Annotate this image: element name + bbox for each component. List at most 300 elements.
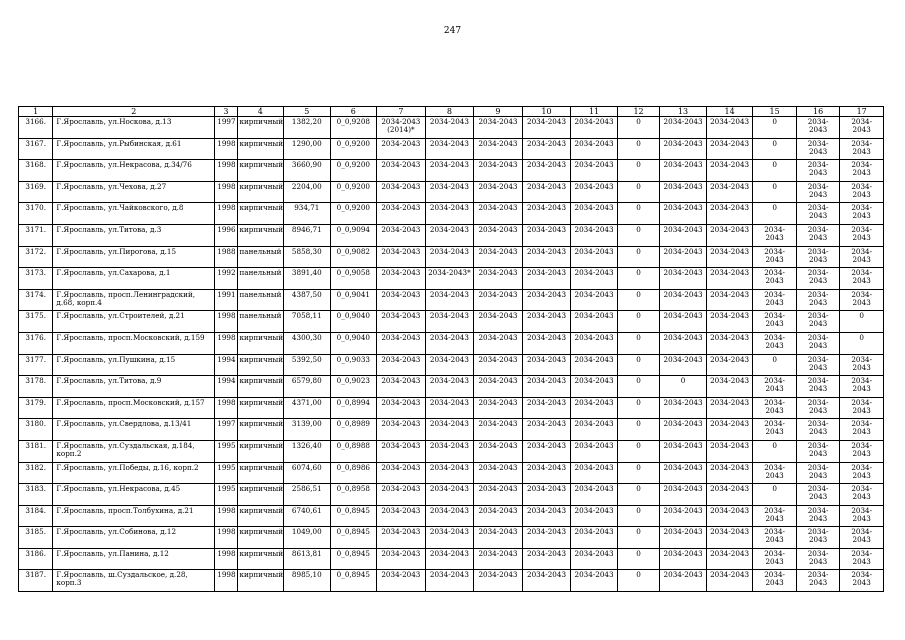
- table-cell: 2034-2043: [840, 484, 884, 506]
- table-cell: 2034-2043: [474, 484, 523, 506]
- table-cell: 2034-2043: [660, 354, 707, 376]
- table-row: [19, 376, 884, 398]
- table-cell: 1995: [215, 440, 237, 462]
- table-cell: кирпичный: [237, 419, 284, 441]
- table-row: [19, 419, 884, 441]
- table-cell: 2034-2043: [425, 440, 474, 462]
- table-cell: 2034-2043: [377, 332, 426, 354]
- table-cell: 0: [617, 440, 659, 462]
- table-cell: 8985,10: [284, 570, 331, 592]
- table-cell: 2034-2043: [522, 505, 571, 527]
- row-number-cell: 3187.: [19, 570, 53, 592]
- table-cell: 0_0,8945: [330, 505, 377, 527]
- table-cell: 2034-2043: [522, 311, 571, 333]
- table-cell: 2034-2043: [474, 376, 523, 398]
- table-cell: 7058,11: [284, 311, 331, 333]
- column-header: 4: [237, 107, 284, 117]
- table-cell: 1995: [215, 484, 237, 506]
- table-cell: 2034-2043: [377, 548, 426, 570]
- table-cell: кирпичный: [237, 505, 284, 527]
- table-cell: 2034-2043: [474, 268, 523, 290]
- table-cell: 2034-2043: [571, 332, 618, 354]
- table-cell: 2034-2043: [474, 505, 523, 527]
- table-cell: 2034-2043: [753, 548, 797, 570]
- table-cell: 0: [617, 289, 659, 311]
- table-cell: 2034-2043: [706, 419, 753, 441]
- address-cell: Г.Ярославль, ул.Сахарова, д.1: [53, 268, 215, 290]
- table-cell: 2034-2043: [706, 311, 753, 333]
- table-cell: 2034-2043: [425, 354, 474, 376]
- table-cell: кирпичный: [237, 203, 284, 225]
- table-cell: 2034-2043: [840, 440, 884, 462]
- table-cell: 2034-2043: [753, 311, 797, 333]
- table-cell: 0_0,9033: [330, 354, 377, 376]
- table-cell: 2034-2043: [840, 354, 884, 376]
- address-cell: Г.Ярославль, просп.Толбухина, д.21: [53, 505, 215, 527]
- table-cell: 2034-2043: [796, 505, 840, 527]
- column-header: 15: [753, 107, 797, 117]
- table-cell: 2034-2043: [660, 332, 707, 354]
- table-cell: 2034-2043: [796, 224, 840, 246]
- table-cell: 2034-2043: [840, 268, 884, 290]
- table-cell: 2034-2043: [377, 527, 426, 549]
- table-cell: 2034-2043: [753, 224, 797, 246]
- table-cell: 2034-2043: [840, 138, 884, 160]
- table-cell: 2034-2043: [753, 289, 797, 311]
- table-cell: 2034-2043: [660, 311, 707, 333]
- table-cell: 2034-2043: [840, 376, 884, 398]
- row-number-cell: 3179.: [19, 397, 53, 419]
- table-cell: кирпичный: [237, 181, 284, 203]
- table-cell: 2034-2043: [474, 440, 523, 462]
- table-cell: 2034-2043: [571, 397, 618, 419]
- table-cell: кирпичный: [237, 484, 284, 506]
- table-cell: 2034-2043: [706, 138, 753, 160]
- table-cell: 1998: [215, 181, 237, 203]
- table-cell: 0: [753, 160, 797, 182]
- table-cell: 2034-2043: [796, 419, 840, 441]
- table-cell: 0: [617, 462, 659, 484]
- address-cell: Г.Ярославль, ул.Свердлова, д.13/41: [53, 419, 215, 441]
- table-cell: 2034-2043: [660, 484, 707, 506]
- table-cell: 2034-2043: [377, 419, 426, 441]
- table-row: [19, 570, 884, 592]
- table-cell: кирпичный: [237, 138, 284, 160]
- table-cell: 2034-2043: [474, 548, 523, 570]
- table-cell: 0_0,9200: [330, 181, 377, 203]
- table-cell: 2034-2043: [522, 376, 571, 398]
- table-cell: 0_0,9041: [330, 289, 377, 311]
- table-cell: 2034-2043: [706, 268, 753, 290]
- table-cell: 0: [753, 138, 797, 160]
- table-cell: 0_0,9058: [330, 268, 377, 290]
- table-cell: 2034-2043: [660, 138, 707, 160]
- table-cell: 2034-2043: [571, 440, 618, 462]
- table-cell: 2034-2043: [571, 268, 618, 290]
- table-cell: 2034-2043: [571, 505, 618, 527]
- column-header: 9: [474, 107, 523, 117]
- table-cell: кирпичный: [237, 376, 284, 398]
- table-cell: 2034-2043: [425, 570, 474, 592]
- row-number-cell: 3186.: [19, 548, 53, 570]
- table-cell: 2034-2043: [425, 117, 474, 139]
- table-cell: 2034-2043: [522, 203, 571, 225]
- table-cell: 2034-2043: [474, 117, 523, 139]
- table-cell: 2034-2043: [706, 570, 753, 592]
- table-cell: 2034-2043: [706, 376, 753, 398]
- table-cell: 2034-2043: [522, 289, 571, 311]
- table-cell: 2034-2043: [571, 224, 618, 246]
- table-cell: 2034-2043: [571, 138, 618, 160]
- table-row: [19, 527, 884, 549]
- table-cell: 0_0,9040: [330, 311, 377, 333]
- table-cell: 2034-2043: [522, 268, 571, 290]
- table-cell: 2034-2043: [706, 224, 753, 246]
- table-cell: 0: [617, 397, 659, 419]
- table-cell: 2034-2043: [474, 138, 523, 160]
- table-cell: 2034-2043: [425, 332, 474, 354]
- table-cell: 2034-2043: [840, 224, 884, 246]
- table-cell: 2034-2043: [753, 376, 797, 398]
- column-header: 7: [377, 107, 426, 117]
- row-number-cell: 3176.: [19, 332, 53, 354]
- table-cell: 2034-2043: [571, 354, 618, 376]
- table-cell: кирпичный: [237, 354, 284, 376]
- table-cell: 0_0,9200: [330, 203, 377, 225]
- table-cell: 2034-2043: [522, 160, 571, 182]
- table-cell: 2034-2043: [522, 181, 571, 203]
- table-cell: 2034-2043: [522, 224, 571, 246]
- table-row: [19, 332, 884, 354]
- table-cell: 934,71: [284, 203, 331, 225]
- row-number-cell: 3180.: [19, 419, 53, 441]
- table-cell: кирпичный: [237, 224, 284, 246]
- table-cell: 2034-2043: [796, 527, 840, 549]
- table-cell: 2034-2043: [706, 246, 753, 268]
- table-cell: 2034-2043: [474, 160, 523, 182]
- table-row: [19, 224, 884, 246]
- table-cell: 6579,80: [284, 376, 331, 398]
- table-cell: 2034-2043: [796, 462, 840, 484]
- address-cell: Г.Ярославль, просп.Московский, д.159: [53, 332, 215, 354]
- column-header: 17: [840, 107, 884, 117]
- table-cell: 2034-2043: [796, 181, 840, 203]
- table-cell: 2586,51: [284, 484, 331, 506]
- table-cell: 2034-2043: [840, 117, 884, 139]
- table-cell: 2034-2043: [840, 505, 884, 527]
- table-row: [19, 268, 884, 290]
- table-cell: 2034-2043: [840, 462, 884, 484]
- address-cell: Г.Ярославль, ул.Некрасова, д.34/76: [53, 160, 215, 182]
- table-cell: 2034-2043: [377, 505, 426, 527]
- table-cell: 2204,00: [284, 181, 331, 203]
- column-header: 16: [796, 107, 840, 117]
- table-cell: 1049,00: [284, 527, 331, 549]
- table-cell: кирпичный: [237, 397, 284, 419]
- table-cell: 2034-2043: [840, 289, 884, 311]
- table-cell: 5858,30: [284, 246, 331, 268]
- table-cell: 0_0,8958: [330, 484, 377, 506]
- table-cell: 2034-2043: [571, 203, 618, 225]
- table-cell: 8946,71: [284, 224, 331, 246]
- table-cell: 2034-2043: [571, 462, 618, 484]
- table-cell: 2034-2043: [796, 484, 840, 506]
- table-cell: 2034-2043: [706, 332, 753, 354]
- table-cell: 0: [617, 181, 659, 203]
- table-cell: 2034-2043: [660, 268, 707, 290]
- column-header: 1: [19, 107, 53, 117]
- table-cell: 2034-2043: [571, 289, 618, 311]
- table-cell: 0_0,8986: [330, 462, 377, 484]
- table-cell: 2034-2043: [753, 419, 797, 441]
- table-cell: 2034-2043: [377, 224, 426, 246]
- table-cell: 2034-2043: [660, 548, 707, 570]
- table-cell: 2034-2043: [706, 440, 753, 462]
- table-cell: 0: [617, 419, 659, 441]
- table-cell: 2034-2043: [425, 311, 474, 333]
- table-cell: 2034-2043: [753, 268, 797, 290]
- table-cell: 2034-2043: [425, 289, 474, 311]
- table-cell: 1998: [215, 138, 237, 160]
- table-cell: 2034-2043: [660, 181, 707, 203]
- table-cell: 0_0,8988: [330, 440, 377, 462]
- table-cell: 2034-2043: [753, 332, 797, 354]
- table-cell: 2034-2043: [474, 246, 523, 268]
- table-cell: 2034-2043: [706, 548, 753, 570]
- table-cell: 0: [753, 484, 797, 506]
- table-cell: 2034-2043: [522, 354, 571, 376]
- row-number-cell: 3170.: [19, 203, 53, 225]
- table-cell: 1998: [215, 160, 237, 182]
- table-cell: 4300,30: [284, 332, 331, 354]
- table-cell: 2034-2043: [474, 527, 523, 549]
- table-cell: 0: [617, 138, 659, 160]
- address-cell: Г.Ярославль, ул.Титова, д.9: [53, 376, 215, 398]
- table-cell: 2034-2043: [425, 181, 474, 203]
- table-cell: 2034-2043: [796, 311, 840, 333]
- row-number-cell: 3174.: [19, 289, 53, 311]
- row-number-cell: 3177.: [19, 354, 53, 376]
- table-cell: панельный: [237, 289, 284, 311]
- table-cell: 2034-2043: [474, 462, 523, 484]
- table-cell: 2034-2043: [706, 289, 753, 311]
- table-cell: 2034-2043: [522, 138, 571, 160]
- table-cell: 2034-2043: [840, 246, 884, 268]
- table-cell: панельный: [237, 311, 284, 333]
- table-cell: 2034-2043: [425, 527, 474, 549]
- table-cell: 1998: [215, 203, 237, 225]
- table-cell: 2034-2043: [474, 570, 523, 592]
- table-cell: 0: [617, 527, 659, 549]
- table-cell: 1991: [215, 289, 237, 311]
- table-cell: кирпичный: [237, 527, 284, 549]
- row-number-cell: 3169.: [19, 181, 53, 203]
- table-cell: 0_0,8994: [330, 397, 377, 419]
- table-cell: 1988: [215, 246, 237, 268]
- table-cell: 2034-2043: [796, 138, 840, 160]
- table-cell: 2034-2043: [425, 246, 474, 268]
- column-header: 12: [617, 107, 659, 117]
- table-row: [19, 311, 884, 333]
- table-cell: 2034-2043: [474, 224, 523, 246]
- table-cell: 2034-2043: [377, 440, 426, 462]
- table-cell: кирпичный: [237, 332, 284, 354]
- table-cell: 2034-2043: [571, 548, 618, 570]
- table-cell: 1992: [215, 268, 237, 290]
- table-row: [19, 117, 884, 139]
- row-number-cell: 3167.: [19, 138, 53, 160]
- table-cell: кирпичный: [237, 548, 284, 570]
- address-cell: Г.Ярославль, ул.Строителей, д.21: [53, 311, 215, 333]
- table-row: [19, 246, 884, 268]
- row-number-cell: 3184.: [19, 505, 53, 527]
- table-cell: 2034-2043: [660, 570, 707, 592]
- table-cell: 2034-2043: [425, 203, 474, 225]
- table-cell: 0: [617, 117, 659, 139]
- row-number-cell: 3178.: [19, 376, 53, 398]
- table-cell: 0: [617, 311, 659, 333]
- table-cell: 3891,40: [284, 268, 331, 290]
- table-cell: 1998: [215, 570, 237, 592]
- table-row: [19, 289, 884, 311]
- table-cell: 2034-2043: [660, 224, 707, 246]
- row-number-cell: 3185.: [19, 527, 53, 549]
- table-cell: 2034-2043: [796, 289, 840, 311]
- table-cell: 2034-2043: [796, 440, 840, 462]
- table-cell: 1998: [215, 548, 237, 570]
- table-cell: 2034-2043: [571, 419, 618, 441]
- table-cell: 2034-2043: [796, 203, 840, 225]
- table-cell: 2034-2043: [571, 160, 618, 182]
- table-cell: 0: [617, 203, 659, 225]
- table-cell: 0: [617, 268, 659, 290]
- table-cell: 2034-2043: [425, 224, 474, 246]
- table-cell: 2034-2043: [660, 117, 707, 139]
- table-cell: 1998: [215, 505, 237, 527]
- table-row: [19, 462, 884, 484]
- table-cell: 0: [840, 332, 884, 354]
- table-cell: 0_0,9200: [330, 160, 377, 182]
- table-cell: 0_0,9200: [330, 138, 377, 160]
- row-number-cell: 3171.: [19, 224, 53, 246]
- table-cell: 4371,00: [284, 397, 331, 419]
- table-cell: 2034-2043: [840, 527, 884, 549]
- table-cell: 0: [660, 376, 707, 398]
- table-cell: 1994: [215, 354, 237, 376]
- table-cell: 0: [617, 548, 659, 570]
- table-cell: 2034-2043: [796, 246, 840, 268]
- table-cell: 2034-2043: [571, 117, 618, 139]
- table-cell: 2034-2043: [796, 570, 840, 592]
- address-cell: Г.Ярославль, ул.Некрасова, д.45: [53, 484, 215, 506]
- table-cell: 2034-2043: [796, 332, 840, 354]
- table-row: [19, 440, 884, 462]
- table-cell: 2034-2043: [840, 548, 884, 570]
- table-row: [19, 505, 884, 527]
- table-cell: 0: [840, 311, 884, 333]
- table-cell: 2034-2043: [377, 289, 426, 311]
- table-cell: панельный: [237, 268, 284, 290]
- address-cell: Г.Ярославль, ш.Суздальское, д.28, корп.3: [53, 570, 215, 592]
- table-cell: 2034-2043: [753, 397, 797, 419]
- table-row: [19, 138, 884, 160]
- table-cell: 2034-2043: [425, 484, 474, 506]
- address-cell: Г.Ярославль, ул.Пирогова, д.15: [53, 246, 215, 268]
- table-cell: 2034-2043: [796, 160, 840, 182]
- address-cell: Г.Ярославль, ул.Носкова, д.13: [53, 117, 215, 139]
- table-cell: 2034-2043: [706, 462, 753, 484]
- table-cell: 1994: [215, 376, 237, 398]
- table-cell: 2034-2043: [706, 117, 753, 139]
- address-cell: Г.Ярославль, просп.Ленинградский, д.68, корп.4: [53, 289, 215, 311]
- table-cell: 5392,50: [284, 354, 331, 376]
- table-cell: 1998: [215, 527, 237, 549]
- table-cell: 2034-2043: [660, 505, 707, 527]
- table-cell: 2034-2043: [660, 203, 707, 225]
- table-cell: 0: [617, 224, 659, 246]
- table-cell: 2034-2043: [425, 397, 474, 419]
- table-cell: 2034-2043: [706, 397, 753, 419]
- table-cell: 2034-2043: [474, 332, 523, 354]
- address-cell: Г.Ярославль, ул.Пушкина, д.15: [53, 354, 215, 376]
- table-cell: 2034-2043: [425, 376, 474, 398]
- table-cell: 0: [617, 484, 659, 506]
- table-cell: 2034-2043 (2014)*: [377, 117, 426, 139]
- table-cell: 0: [617, 570, 659, 592]
- column-header: 6: [330, 107, 377, 117]
- table-cell: 0: [753, 117, 797, 139]
- table-cell: 2034-2043: [706, 484, 753, 506]
- table-cell: 2034-2043: [377, 160, 426, 182]
- address-cell: Г.Ярославль, ул.Чайковского, д.8: [53, 203, 215, 225]
- table-cell: 2034-2043: [522, 117, 571, 139]
- row-number-cell: 3182.: [19, 462, 53, 484]
- row-number-cell: 3172.: [19, 246, 53, 268]
- table-cell: 0_0,9208: [330, 117, 377, 139]
- row-number-cell: 3173.: [19, 268, 53, 290]
- column-header: 8: [425, 107, 474, 117]
- table-cell: 2034-2043: [474, 203, 523, 225]
- table-cell: 0: [617, 160, 659, 182]
- table-cell: кирпичный: [237, 570, 284, 592]
- table-cell: 2034-2043: [660, 289, 707, 311]
- table-cell: 1382,20: [284, 117, 331, 139]
- table-cell: 2034-2043: [660, 419, 707, 441]
- table-cell: 2034-2043: [522, 419, 571, 441]
- table-cell: 2034-2043: [571, 246, 618, 268]
- table-cell: 1326,40: [284, 440, 331, 462]
- column-header: 11: [571, 107, 618, 117]
- column-header: 14: [706, 107, 753, 117]
- table-cell: 2034-2043: [753, 527, 797, 549]
- table-cell: 2034-2043: [377, 462, 426, 484]
- table-body: [19, 117, 884, 592]
- table-cell: 0: [753, 440, 797, 462]
- table-cell: 2034-2043: [425, 160, 474, 182]
- table-cell: 2034-2043: [474, 397, 523, 419]
- table-cell: 2034-2043: [571, 311, 618, 333]
- table-cell: 2034-2043: [474, 181, 523, 203]
- table-cell: 2034-2043*: [425, 268, 474, 290]
- table-cell: 2034-2043: [522, 548, 571, 570]
- table-cell: 2034-2043: [377, 397, 426, 419]
- column-header: 5: [284, 107, 331, 117]
- table-cell: 2034-2043: [377, 181, 426, 203]
- table-cell: 2034-2043: [796, 268, 840, 290]
- table-cell: 2034-2043: [796, 548, 840, 570]
- table-cell: 2034-2043: [571, 376, 618, 398]
- table-cell: 2034-2043: [377, 484, 426, 506]
